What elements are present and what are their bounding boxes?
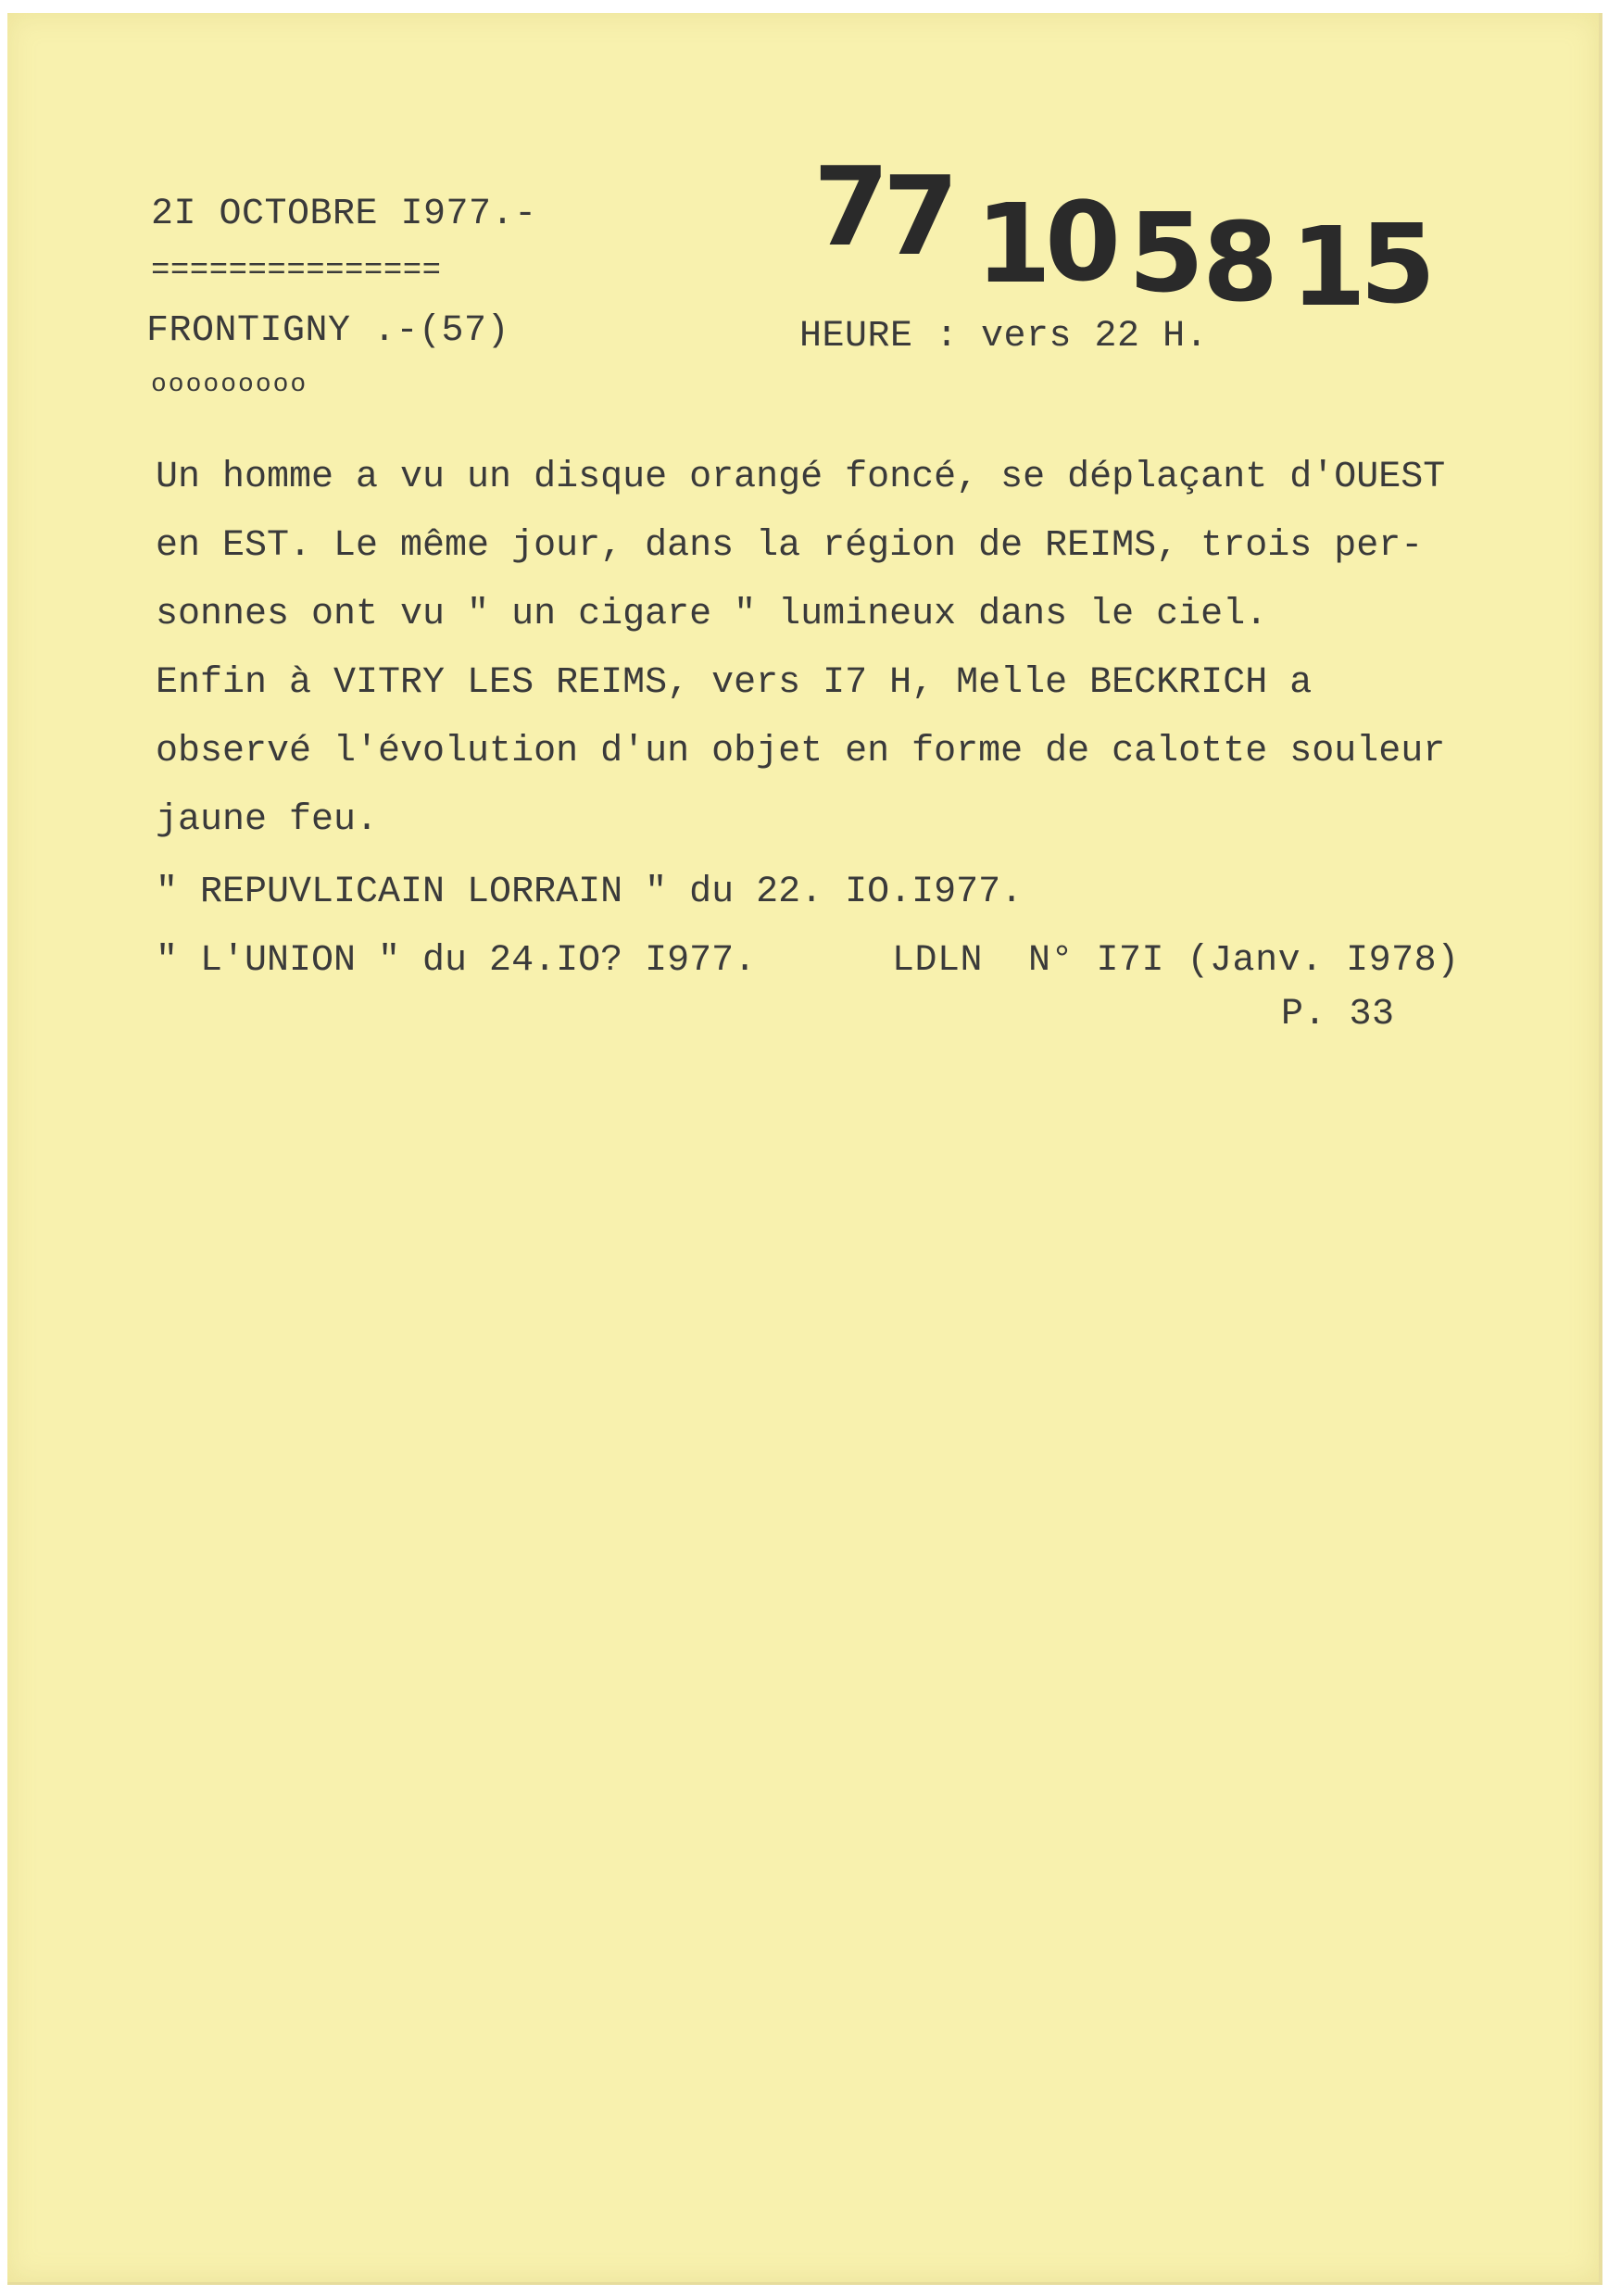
- place-heading: FRONTIGNY .-(57): [146, 310, 510, 352]
- report-line: observé l'évolution d'un objet en forme de calotte souleur: [156, 731, 1446, 772]
- report-line: Enfin à VITRY LES REIMS, vers I7 H, Melle BECKRICH a: [156, 662, 1313, 704]
- stamp-digit: 5: [1360, 200, 1437, 328]
- stamp-digit: 1: [1290, 203, 1367, 331]
- source-page: P. 33: [1281, 994, 1395, 1035]
- stamp-digit: 8: [1202, 198, 1279, 326]
- stamp-digit: 0: [1045, 178, 1122, 306]
- index-card: [7, 13, 1602, 2285]
- source-republicain-lorrain: " REPUVLICAIN LORRAIN " du 22. IO.I977.: [156, 872, 1024, 913]
- stamp-digit: 5: [1128, 189, 1205, 317]
- time-heading: HEURE : vers 22 H.: [799, 316, 1209, 358]
- report-line: en EST. Le même jour, dans la région de REIMS, trois per-: [156, 525, 1424, 567]
- source-ldln: LDLN N° I7I (Janv. I978): [892, 940, 1460, 982]
- report-line: sonnes ont vu " un cigare " lumineux dans le ciel.: [156, 594, 1268, 635]
- report-line: Un homme a vu un disque orangé foncé, se déplaçant d'OUEST: [156, 457, 1446, 498]
- report-line: jaune feu.: [156, 799, 379, 841]
- date-underline: ===============: [151, 254, 442, 289]
- stamp-digit: 1: [975, 180, 1052, 307]
- place-underline: ooooooooo: [151, 370, 308, 399]
- stamp-digit: 7: [883, 152, 960, 280]
- date-heading: 2I OCTOBRE I977.-: [151, 194, 537, 235]
- source-l-union: " L'UNION " du 24.IO? I977.: [156, 940, 757, 982]
- stamp-digit: 7: [813, 143, 890, 270]
